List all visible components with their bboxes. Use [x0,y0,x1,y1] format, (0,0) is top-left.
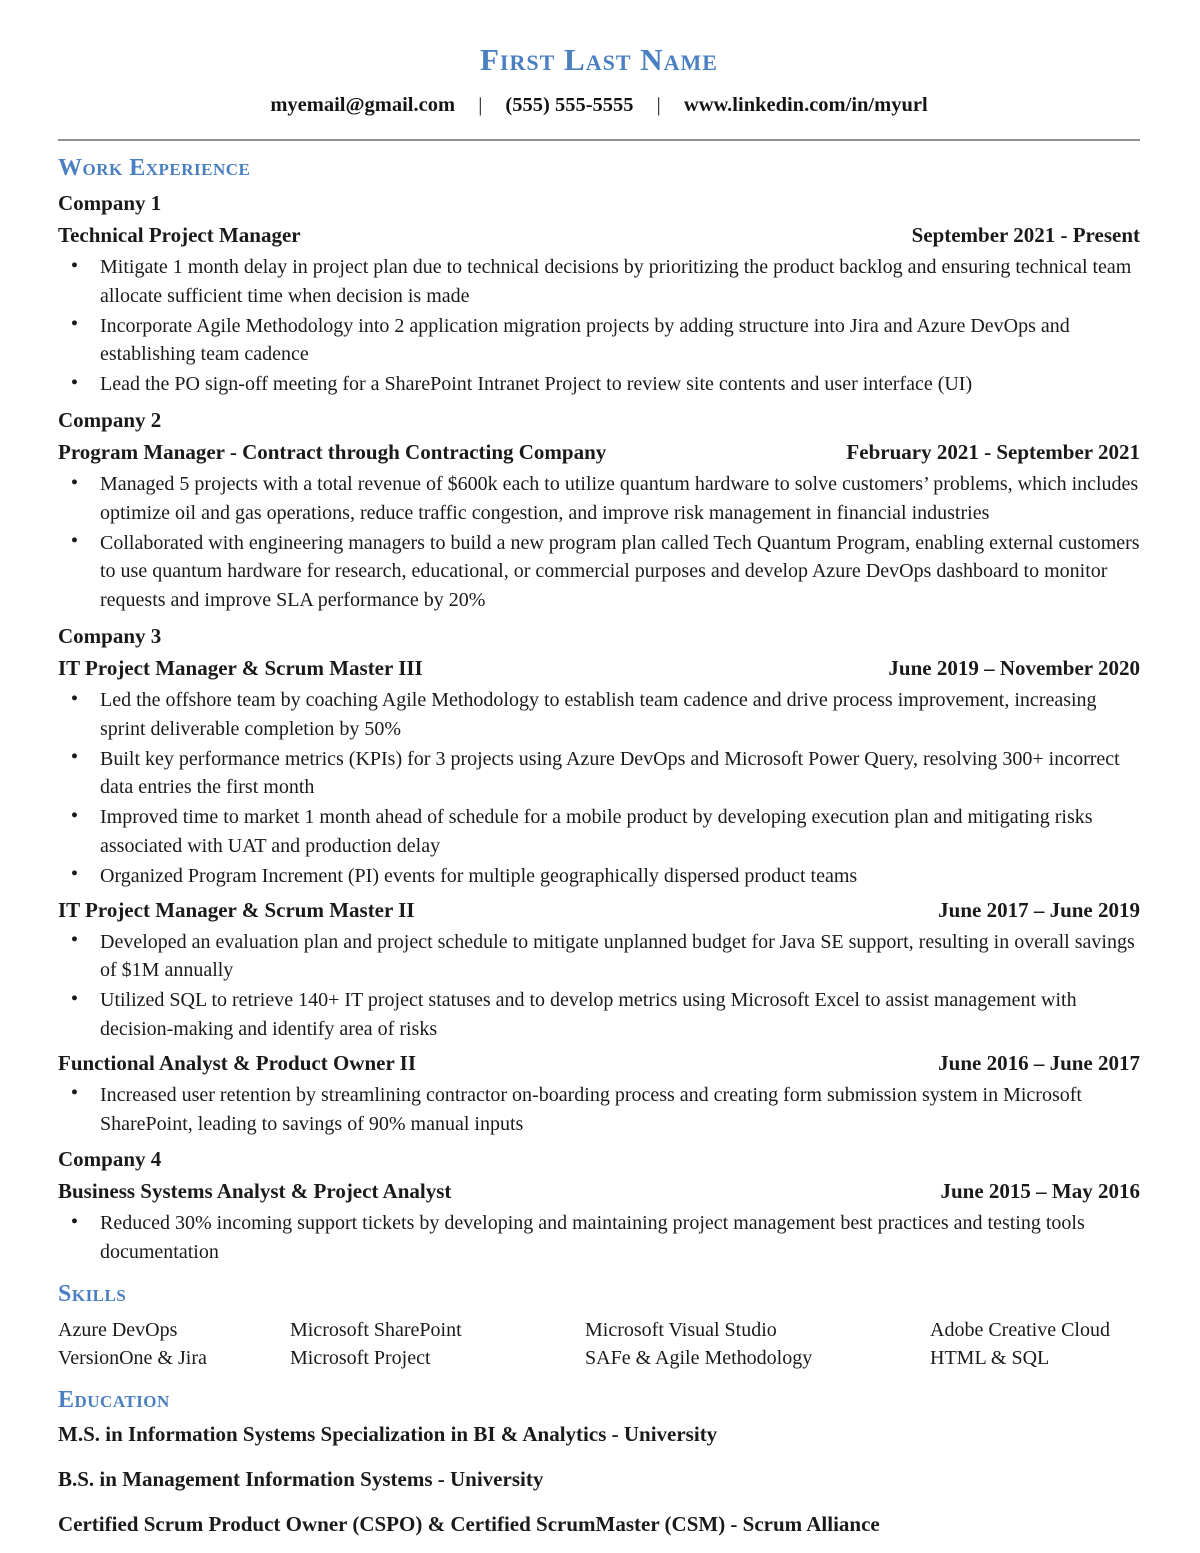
bullet-list [58,1209,1140,1267]
bullet-item: ● Lead the PO sign-off meeting for a SharePoint Intranet Project to review site contents and user interface (UI) [100,370,1140,399]
bullet-item: ● Improved time to market 1 month ahead of schedule for a mobile product by developing execution plan and mitigating risks associated with UAT and production delay [100,803,1140,861]
skills-column [290,1316,585,1373]
skills-heading: Skills [58,1280,127,1307]
role-row [58,656,1140,681]
contact-row [58,94,1140,117]
bullet-item: ● Organized Program Increment (PI) events for multiple geographically dispersed product teams [100,862,1140,891]
header-divider [58,139,1140,141]
contact-email: myemail@gmail.com [270,94,456,116]
company-block [58,191,1140,399]
education-item: B.S. in Management Information Systems - University [58,1466,544,1491]
role-title: Functional Analyst & Product Owner II [58,1050,417,1075]
work-companies [58,191,1140,1267]
bullet-list [58,1081,1140,1139]
role-dates: June 2016 – June 2017 [938,1050,1140,1075]
education-item: Certified Scrum Product Owner (CSPO) & Certified ScrumMaster (CSM) - Scrum Alliance [58,1511,880,1536]
bullet-item: ● Led the offshore team by coaching Agile Methodology to establish team cadence and drive process improvement, increasing sprint deliverable completion by 50% [100,686,1140,744]
education-list [58,1422,1140,1537]
skill-item: HTML & SQL [930,1347,1050,1370]
bullet-list [58,253,1140,399]
company-name: Company 1 [58,191,162,215]
section-education [58,1387,1140,1537]
bullet-list [58,686,1140,891]
skill-item: Microsoft Project [290,1347,431,1370]
bullet-item: ● Collaborated with engineering managers to build a new program plan called Tech Quantum Program, enabling external customers to use quantum hardware for research, educational, or commercial purposes and develop Azure DevOps dashboard to monitor requests and improve SLA performance by 20% [100,529,1140,615]
bullet-list [58,928,1140,1044]
education-item: M.S. in Information Systems Specialization in BI & Analytics - University [58,1421,718,1446]
skills-column [930,1316,1140,1373]
role-row [58,898,1140,923]
skill-item: Microsoft SharePoint [290,1318,462,1341]
company-name: Company 3 [58,623,162,648]
section-work-experience [58,155,1140,1267]
contact-phone: (555) 555-5555 [505,94,634,116]
role-dates: February 2021 - September 2021 [846,439,1140,464]
role-dates: September 2021 - Present [911,223,1140,247]
education-heading: Education [58,1386,170,1413]
company-block [58,408,1140,615]
role-title: Business Systems Analyst & Project Analyst [58,1179,452,1204]
skill-item: Microsoft Visual Studio [585,1318,777,1341]
bullet-item: ● Reduced 30% incoming support tickets by developing and maintaining project management best practices and testing tools documentation [100,1209,1140,1267]
company-block [58,1147,1140,1267]
bullet-item: ● Utilized SQL to retrieve 140+ IT project statuses and to develop metrics using Microsoft Excel to assist management with decision-making and identify area of risks [100,986,1140,1044]
role-title: IT Project Manager & Scrum Master II [58,897,415,922]
role-row [58,1179,1140,1204]
role-title: IT Project Manager & Scrum Master III [58,655,423,680]
role-row [58,440,1140,465]
role-dates: June 2017 – June 2019 [938,897,1140,922]
bullet-item: ● Managed 5 projects with a total revenue of $600k each to utilize quantum hardware to solve customers’ problems, which includes optimize oil and gas operations, reduce traffic congestion, and improve risk management in financial industries [100,470,1140,528]
skills-grid [58,1316,1140,1373]
role-row [58,1051,1140,1076]
page-title: First Last Name [480,42,718,77]
bullet-item: ● Incorporate Agile Methodology into 2 application migration projects by adding structure into Jira and Azure DevOps and establishing team cadence [100,312,1140,370]
skills-column [58,1316,290,1373]
section-skills [58,1281,1140,1373]
role-title: Technical Project Manager [58,223,301,247]
bullet-item: ● Developed an evaluation plan and project schedule to mitigate unplanned budget for Java SE support, resulting in overall savings of $1M annually [100,928,1140,986]
bullet-item: ● Increased user retention by streamlining contractor on-boarding process and creating form submission system in Microsoft SharePoint, leading to savings of 90% manual inputs [100,1081,1140,1139]
company-block [58,624,1140,1138]
skills-column [585,1316,930,1373]
skill-item: Adobe Creative Cloud [930,1318,1110,1341]
role-dates: June 2019 – November 2020 [888,655,1140,680]
skill-item: SAFe & Agile Methodology [585,1347,813,1370]
skill-item: Azure DevOps [58,1318,178,1341]
company-name: Company 2 [58,407,162,432]
contact-separator: | [478,94,483,116]
contact-linkedin: www.linkedin.com/in/myurl [683,94,928,116]
role-dates: June 2015 – May 2016 [940,1179,1140,1204]
skill-item: VersionOne & Jira [58,1347,207,1370]
role-row [58,223,1140,248]
company-name: Company 4 [58,1147,162,1172]
bullet-item: ● Built key performance metrics (KPIs) for 3 projects using Azure DevOps and Microsoft Power Query, resolving 300+ incorrect data entries the first month [100,745,1140,803]
bullet-list [58,470,1140,615]
contact-separator: | [656,94,661,116]
work-experience-heading: Work Experience [58,155,251,181]
role-title: Program Manager - Contract through Contracting Company [58,439,607,464]
bullet-item: ● Mitigate 1 month delay in project plan due to technical decisions by prioritizing the product backlog and ensuring technical team allocate sufficient time when decision is made [100,253,1140,311]
